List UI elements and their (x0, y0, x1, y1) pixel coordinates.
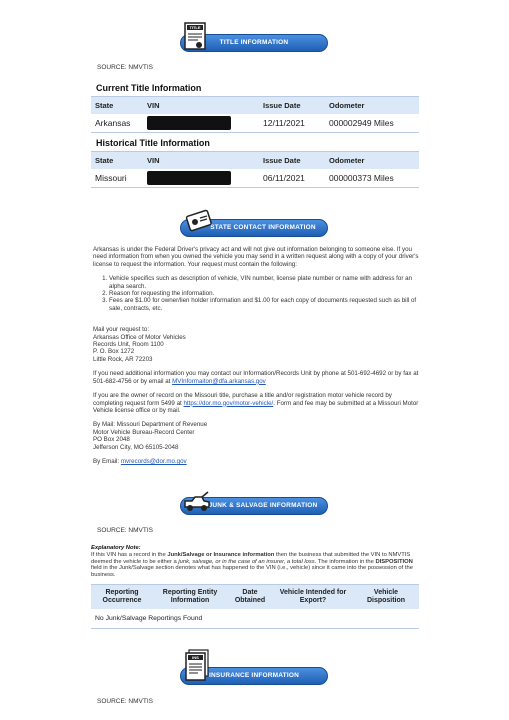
state-contact-intro: Arkansas is under the Federal Driver's privacy act and will not give out information belonging to someone else. If you need information from when you owned the vehicle you may send in a written request along with a copy of your driver's license to request the information. Your request must contain the following: (93, 246, 419, 268)
col-odometer: Odometer (325, 152, 419, 169)
insurance-banner (180, 655, 328, 685)
junk-salvage-banner-label: JUNK & SALVAGE INFORMATION (208, 502, 318, 509)
redaction-block (147, 116, 231, 130)
missouri-form-link[interactable]: https://dor.mo.gov/motor-vehicle/ (183, 399, 274, 407)
state-contact-body (93, 246, 420, 465)
table-row (91, 114, 419, 133)
address-line: Jefferson City, MO 65105-2048 (93, 443, 179, 451)
address-line: P. O. Box 1272 (93, 348, 135, 356)
historical-issue-date: 06/11/2021 (259, 169, 325, 188)
current-state: Arkansas (91, 114, 143, 133)
junk-salvage-banner (180, 497, 328, 515)
address-line: Mail your request to: (93, 326, 150, 334)
missouri-mail-address (93, 421, 420, 451)
title-document-icon (184, 22, 208, 52)
note-italic: junk, salvage, or in the case of an insurer, a total loss (178, 558, 315, 565)
address-line: Arkansas Office of Motor Vehicles (93, 333, 186, 341)
note-text: field in the Junk/Salvage section denotes what has happened to the VIN (i.e., vehicle) since it came into the possession of the business. (91, 565, 413, 579)
id-card-icon (182, 207, 216, 237)
request-requirements-list (109, 275, 420, 312)
list-item: 1. Vehicle specifics such as description of vehicle, VIN number, license plate number or name with address for an alpha search. (109, 275, 420, 290)
historical-vin-redacted (143, 169, 259, 188)
col-date-obtained: Date Obtained (227, 585, 273, 609)
list-item: 2. Reason for requesting the information. (109, 290, 420, 297)
col-issue-date: Issue Date (259, 97, 325, 114)
col-reporting-entity: Reporting Entity Information (153, 585, 227, 609)
col-vin: VIN (143, 97, 259, 114)
current-vin-redacted (143, 114, 259, 133)
col-issue-date: Issue Date (259, 152, 325, 169)
col-disposition: Vehicle Disposition (353, 585, 419, 609)
insurance-banner-label: INSURANCE INFORMATION (208, 672, 300, 679)
svg-text:INS: INS (192, 655, 199, 661)
address-line: Motor Vehicle Bureau-Record Center (93, 428, 195, 436)
insurance-source: SOURCE: NMVTIS (97, 698, 153, 705)
contact-text: If you need additional information you may contact our Information/Records Unit by phone at 501-692-4692 or by fax at 501-682-4756 or by email at (93, 370, 419, 385)
arkansas-mail-address (93, 326, 420, 363)
contact-paragraph (93, 370, 420, 385)
address-line: Records Unit, Room 1100 (93, 341, 164, 349)
col-state: State (91, 97, 143, 114)
col-export: Vehicle Intended for Export? (273, 585, 353, 609)
note-bold: DISPOSITION (375, 558, 413, 565)
svg-text:TITLE: TITLE (189, 25, 201, 31)
list-item: 3. Fees are $1.00 for owner/lien holder information and $1.00 for each copy of documents requested such as bill of sale, contracts, etc. (109, 297, 420, 312)
title-info-banner-label: TITLE INFORMATION (219, 39, 289, 46)
table-row (91, 169, 419, 188)
current-title-table (91, 96, 419, 133)
note-bold: Junk/Salvage or Insurance information (167, 551, 275, 558)
missouri-paragraph (93, 392, 420, 414)
explanatory-note-label: Explanatory Note: (91, 545, 141, 551)
title-source: SOURCE: NMVTIS (97, 64, 153, 71)
address-line: PO Box 2048 (93, 436, 130, 444)
historical-odometer: 000000373 Miles (325, 169, 419, 188)
col-state: State (91, 152, 143, 169)
note-text: If this VIN has a record in the (91, 551, 168, 558)
junk-salvage-table (91, 584, 419, 629)
state-contact-banner (180, 219, 328, 237)
historical-state: Missouri (91, 169, 143, 188)
email-label: By Email: (93, 457, 120, 465)
tow-truck-icon (182, 491, 212, 515)
junk-source: SOURCE: NMVTIS (97, 527, 153, 534)
missouri-email-line (93, 458, 420, 465)
address-line: By Mail: Missouri Department of Revenue (93, 421, 208, 429)
note-text: . The information in the (314, 558, 376, 565)
missouri-text: . Form and fee may be submitted at a Missouri Motor Vehicle license office or by mail. (93, 399, 419, 414)
junk-empty-message: No Junk/Salvage Reportings Found (91, 609, 419, 629)
redaction-block (147, 171, 231, 185)
table-row (91, 609, 419, 629)
note-text: then the business that submitted the VIN to NMVTIS deemed the vehicle to be either a (91, 551, 411, 565)
ins-document-icon (184, 649, 210, 681)
col-vin: VIN (143, 152, 259, 169)
title-info-banner (180, 25, 328, 52)
current-title-heading: Current Title Information (96, 83, 202, 93)
explanatory-note-text (91, 552, 419, 579)
historical-title-heading: Historical Title Information (96, 138, 210, 148)
missouri-text: If you are the owner of record on the Missouri title, purchase a title and/or registration motor vehicle record by completing request form 5499 at (93, 392, 392, 407)
state-contact-banner-label: STATE CONTACT INFORMATION (210, 224, 316, 231)
current-issue-date: 12/11/2021 (259, 114, 325, 133)
current-odometer: 000002949 Miles (325, 114, 419, 133)
historical-title-table (91, 151, 419, 188)
explanatory-note (91, 545, 419, 579)
col-odometer: Odometer (325, 97, 419, 114)
arkansas-email-link[interactable]: MVInformaiton@dfa.arkansas.gov (172, 377, 266, 385)
col-reporting-occurrence: Reporting Occurrence (91, 585, 153, 609)
address-line: Little Rock, AR 72203 (93, 355, 153, 363)
missouri-email-link[interactable]: mvrecords@dor.mo.gov (120, 457, 187, 465)
